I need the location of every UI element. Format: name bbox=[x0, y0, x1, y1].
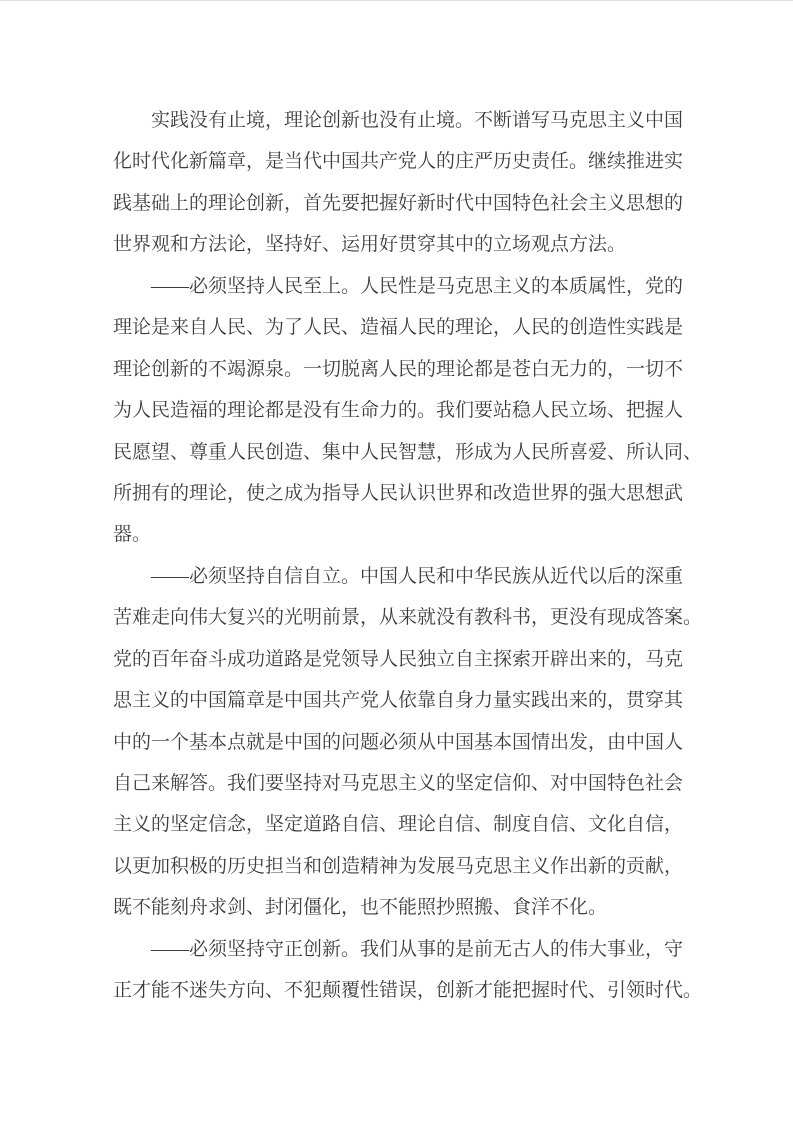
text-line: 既不能刻舟求剑、封闭僵化，也不能照抄照搬、食洋不化。 bbox=[113, 897, 608, 919]
paragraph bbox=[113, 556, 703, 929]
text-line: 化时代化新篇章，是当代中国共产党人的庄严历史责任。继续推进实 bbox=[113, 151, 684, 173]
text-line: 党的百年奋斗成功道路是党领导人民独立自主探索开辟出来的，马克 bbox=[113, 648, 684, 670]
text-line: 主义的坚定信念，坚定道路自信、理论自信、制度自信、文化自信， bbox=[113, 814, 684, 836]
text-line: 实践没有止境，理论创新也没有止境。不断谱写马克思主义中国 bbox=[151, 110, 684, 131]
paragraph bbox=[113, 100, 683, 266]
text-line: 苦难走向伟大复兴的光明前景，从来就没有教科书，更没有现成答案。 bbox=[113, 607, 703, 629]
text-line: 民愿望、尊重人民创造、集中人民智慧，形成为人民所喜爱、所认同、 bbox=[113, 441, 703, 463]
text-line: 世界观和方法论，坚持好、运用好贯穿其中的立场观点方法。 bbox=[113, 234, 627, 256]
text-line: 正才能不迷失方向、不犯颠覆性错误，创新才能把握时代、引领时代。 bbox=[113, 980, 703, 1002]
document-text-block bbox=[113, 100, 703, 1012]
text-line: 以更加积极的历史担当和创造精神为发展马克思主义作出新的贡献， bbox=[113, 855, 684, 877]
text-line: 所拥有的理论，使之成为指导人民认识世界和改造世界的强大思想武 bbox=[113, 482, 684, 504]
text-line: 理论是来自人民、为了人民、造福人民的理论，人民的创造性实践是 bbox=[113, 317, 684, 339]
text-line: 践基础上的理论创新，首先要把握好新时代中国特色社会主义思想的 bbox=[113, 192, 684, 214]
text-line: ——必须坚持守正创新。我们从事的是前无古人的伟大事业，守 bbox=[151, 938, 684, 960]
text-line: 中的一个基本点就是中国的问题必须从中国基本国情出发，由中国人 bbox=[113, 731, 684, 753]
paragraph bbox=[113, 929, 703, 1012]
paragraph bbox=[113, 266, 703, 556]
text-line: ——必须坚持自信自立。中国人民和中华民族从近代以后的深重 bbox=[151, 565, 684, 587]
text-line: ——必须坚持人民至上。人民性是马克思主义的本质属性，党的 bbox=[151, 275, 684, 297]
text-line: 器。 bbox=[113, 524, 152, 546]
text-line: 思主义的中国篇章是中国共产党人依靠自身力量实践出来的，贯穿其 bbox=[113, 690, 684, 712]
text-line: 自己来解答。我们要坚持对马克思主义的坚定信仰、对中国特色社会 bbox=[113, 773, 684, 794]
text-line: 为人民造福的理论都是没有生命力的。我们要站稳人民立场、把握人 bbox=[113, 400, 684, 422]
text-line: 理论创新的不竭源泉。一切脱离人民的理论都是苍白无力的，一切不 bbox=[113, 358, 684, 380]
